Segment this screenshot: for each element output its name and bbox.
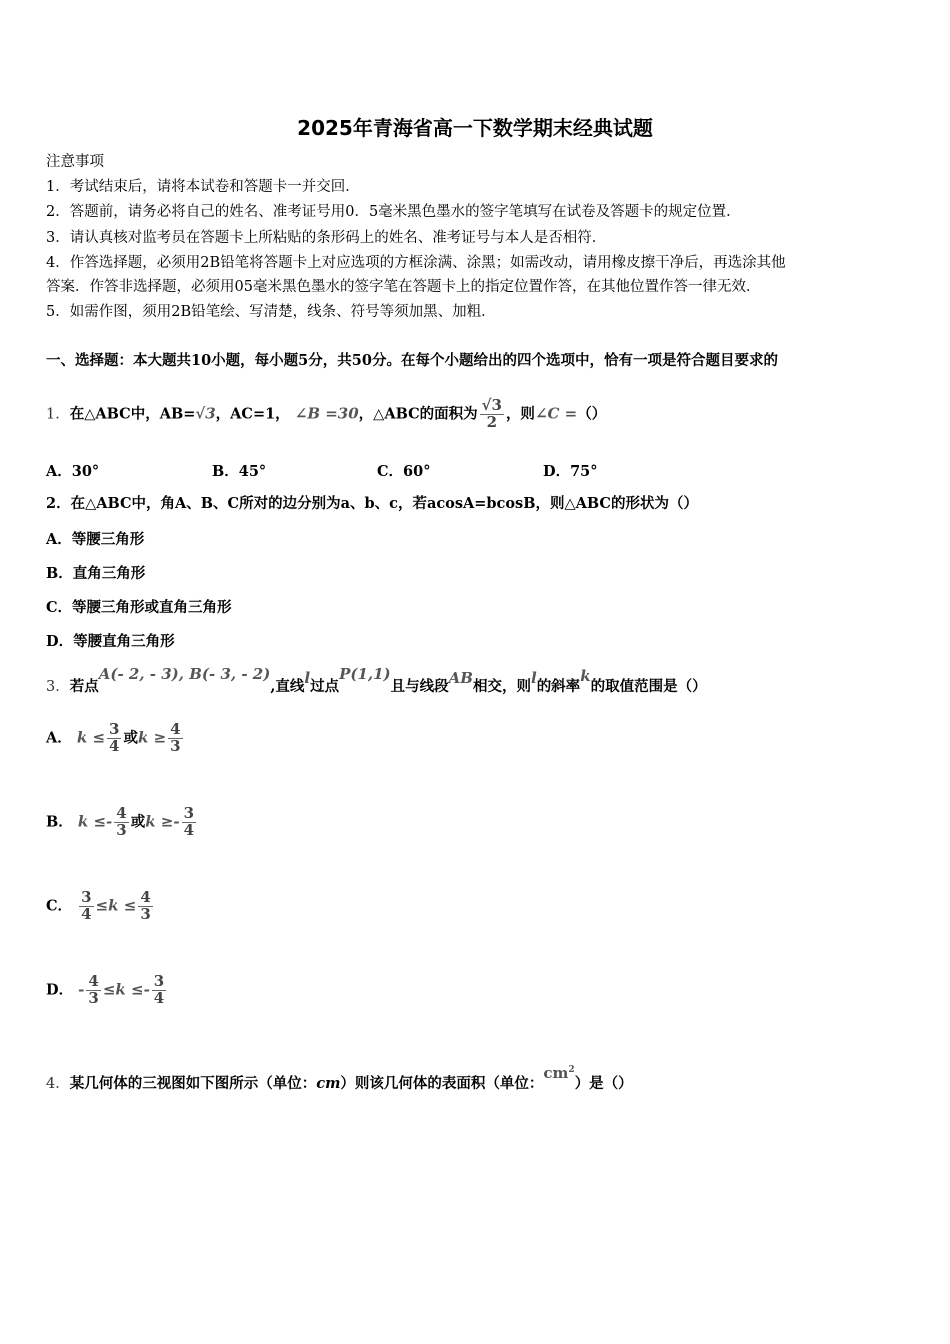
- q3-line-l: l: [530, 669, 537, 687]
- fraction-numerator: 4: [140, 888, 151, 906]
- q1-option-c[interactable]: C．60°: [377, 463, 431, 480]
- fraction-numerator: 4: [88, 972, 99, 990]
- q3-segment-ab: AB: [448, 669, 473, 687]
- q1-text: 在△ABC中，AB=: [69, 405, 196, 423]
- note-item: 1．考试结束后，请将本试卷和答题卡一并交回．: [46, 179, 360, 195]
- question-number: 1．: [46, 406, 70, 423]
- option-math: -: [78, 980, 85, 999]
- option-label: D．: [46, 981, 74, 999]
- q1-option-b[interactable]: B．45°: [212, 463, 267, 480]
- fraction: [107, 722, 121, 755]
- option-text: 或: [130, 813, 146, 831]
- option-label: C．: [46, 897, 73, 915]
- option-text: 或: [123, 729, 138, 747]
- option-label: A．: [46, 729, 72, 747]
- fraction-denominator: 3: [170, 736, 181, 755]
- option-math: k ≥-: [145, 812, 180, 831]
- question-3: [46, 665, 707, 697]
- fraction: [182, 806, 196, 839]
- fraction-numerator: 4: [170, 720, 181, 738]
- q3-option-d[interactable]: [46, 974, 168, 1007]
- fraction-denominator: 4: [183, 820, 195, 839]
- q3-text: 的取值范围是（）: [590, 678, 707, 695]
- fraction-numerator: √3: [481, 396, 502, 414]
- q2-option-c[interactable]: C．等腰三角形或直角三角形: [46, 599, 232, 616]
- q4-unit: cm: [316, 1075, 341, 1092]
- q1-area-fraction: [480, 398, 504, 431]
- unit-exponent: 2: [568, 1065, 575, 1075]
- q2-option-d[interactable]: D．等腰直角三角形: [46, 633, 175, 650]
- question-4: [46, 1064, 633, 1094]
- note-item: 4．作答选择题，必须用2B铅笔将答题卡上对应选项的方框涂满、涂黑；如需改动，请用橡皮擦干净后，再选涂其他: [46, 255, 786, 271]
- q4-area-unit: [543, 1064, 574, 1082]
- q1-text: （）: [577, 405, 607, 423]
- q3-option-b[interactable]: [46, 806, 198, 839]
- fraction-denominator: 3: [140, 904, 151, 923]
- q3-text: 若点: [69, 678, 99, 695]
- fraction-denominator: 4: [109, 736, 120, 755]
- fraction: [86, 974, 100, 1007]
- fraction-denominator: 3: [116, 820, 127, 839]
- fraction: [114, 806, 128, 839]
- q3-text: 相交，则: [472, 678, 531, 695]
- q1-option-d[interactable]: D．75°: [543, 463, 598, 480]
- q3-text: 过点: [310, 678, 340, 695]
- q2-option-b[interactable]: B．直角三角形: [46, 565, 146, 582]
- option-math: k ≥: [137, 728, 167, 747]
- option-math: ≤k ≤-: [102, 980, 150, 999]
- notes-heading: 注意事项: [46, 154, 104, 170]
- fraction: [168, 722, 182, 755]
- q1-angle-b: ∠B =30: [294, 404, 359, 423]
- q3-point-p: P(1,1): [339, 665, 391, 683]
- q1-sqrt: √3: [195, 404, 216, 423]
- q4-text: 某几何体的三视图如下图所示（单位：: [69, 1075, 317, 1092]
- q2-option-a[interactable]: A．等腰三角形: [46, 531, 145, 548]
- q1-text: ，AC=1，: [215, 405, 290, 423]
- option-math: ≤k ≤: [95, 896, 137, 915]
- fraction-numerator: 4: [116, 804, 127, 822]
- q3-option-a[interactable]: [46, 722, 185, 755]
- q3-option-c[interactable]: [46, 890, 155, 923]
- fraction-numerator: 3: [183, 804, 195, 822]
- fraction-denominator: 2: [486, 412, 497, 431]
- option-label: B．: [46, 813, 73, 831]
- q4-text: ）则该几何体的表面积（单位：: [340, 1075, 544, 1092]
- option-math: k ≤-: [77, 812, 113, 831]
- note-item: 2．答题前，请务必将自己的姓名、准考证号用0．5毫米黑色墨水的签字笔填写在试卷及答题卡的规定位置．: [46, 204, 741, 220]
- fraction: [152, 974, 166, 1007]
- question-number: 4．: [46, 1076, 70, 1092]
- question-number: 3．: [46, 679, 70, 695]
- q1-angle-c: ∠C =: [534, 404, 578, 423]
- q1-text: ，△ABC的面积为: [358, 405, 478, 423]
- fraction-denominator: 3: [88, 988, 99, 1007]
- q4-text: ）是（）: [574, 1075, 633, 1092]
- q3-text: 的斜率: [536, 678, 581, 695]
- note-item: 答案．作答非选择题，必须用05毫米黑色墨水的签字笔在答题卡上的指定位置作答，在其他位置作答一律无效．: [46, 279, 761, 295]
- q1-text: ，则: [505, 405, 535, 423]
- section-heading: 一、选择题：本大题共10小题，每小题5分，共50分。在每个小题给出的四个选项中，恰有一项是符合题目要求的: [46, 352, 778, 369]
- q3-slope-k: k: [580, 667, 591, 685]
- fraction-numerator: 3: [153, 972, 165, 990]
- option-math: k ≤: [76, 728, 106, 747]
- page-title: 2025年青海省高一下数学期末经典试题: [297, 116, 653, 140]
- note-item: 5．如需作图，须用2B铅笔绘、写清楚，线条、符号等须加黑、加粗．: [46, 304, 496, 320]
- question-1: [46, 398, 606, 431]
- q1-option-a[interactable]: A．30°: [46, 463, 100, 480]
- unit-text: cm: [543, 1064, 569, 1082]
- fraction: [79, 890, 93, 923]
- q3-text: 且与线段: [390, 678, 449, 695]
- note-item: 3．请认真核对监考员在答题卡上所粘贴的条形码上的姓名、准考证号与本人是否相符．: [46, 230, 607, 246]
- fraction-numerator: 3: [109, 720, 120, 738]
- fraction-numerator: 3: [81, 888, 92, 906]
- question-2: 2．在△ABC中，角A、B、C所对的边分别为a、b、c，若acosA=bcosB，则△ABC的形状为（）: [46, 495, 698, 512]
- fraction: [138, 890, 152, 923]
- fraction-denominator: 4: [153, 988, 165, 1007]
- fraction-denominator: 4: [81, 904, 92, 923]
- q3-text: ,直线: [270, 678, 305, 695]
- q3-line-l: l: [304, 669, 311, 687]
- q3-points: A(- 2, - 3), B(- 3, - 2): [98, 665, 271, 683]
